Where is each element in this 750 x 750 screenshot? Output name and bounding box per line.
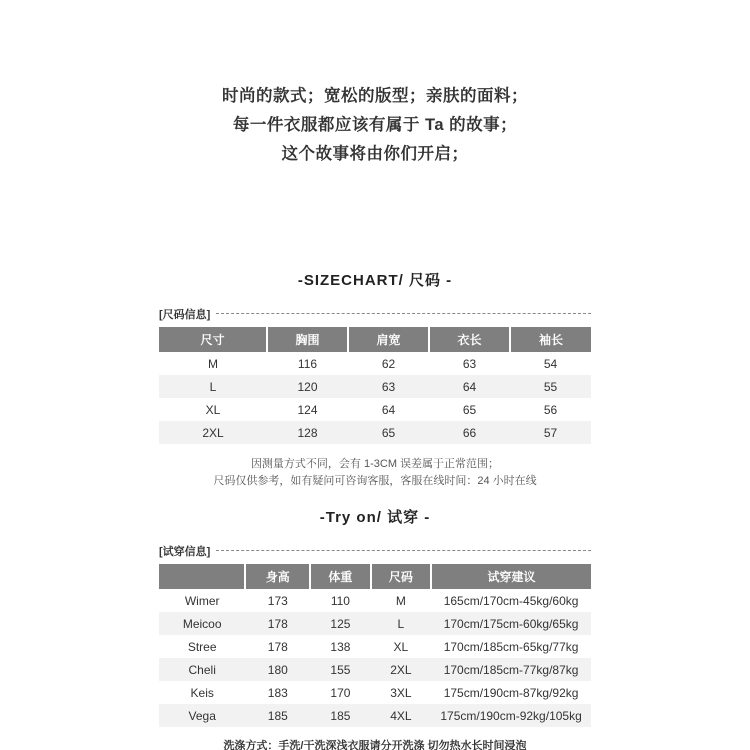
- size-info-label: [尺码信息]: [159, 309, 211, 321]
- care-instructions: 洗涤方式：手洗/干洗深浅衣服请分开洗涤 切勿热水长时间浸泡: [223, 740, 527, 750]
- intro-line: 这个故事将由你们开启；: [281, 145, 469, 163]
- column-header: [159, 564, 245, 589]
- table-row: [159, 681, 591, 704]
- table-row: [159, 635, 591, 658]
- table-cell: 55: [510, 375, 591, 398]
- table-cell: 175cm/190cm-92kg/105kg: [431, 704, 591, 727]
- column-header: 肩宽: [348, 327, 429, 352]
- column-header: 身高: [245, 564, 310, 589]
- size-info-label-row: [159, 306, 591, 322]
- table-cell: 2XL: [159, 421, 267, 444]
- table-cell: 178: [267, 639, 288, 654]
- table-cell: 170cm/185cm-65kg/77kg: [443, 639, 579, 654]
- intro-line: 每一件衣服都应该有属于 Ta 的故事；: [232, 116, 518, 134]
- table-row: [159, 375, 591, 398]
- table-cell: 178: [245, 612, 310, 635]
- table-cell: 155: [310, 658, 370, 681]
- table-cell: 65: [462, 402, 477, 417]
- table-cell: 170cm/185cm-77kg/87kg: [431, 658, 591, 681]
- table-cell: 173: [267, 593, 288, 608]
- column-header: 尺码: [371, 564, 431, 589]
- tryon-info-label: [试穿信息]: [159, 546, 211, 558]
- table-cell: 116: [297, 356, 318, 371]
- tryon-table-header-row: [159, 564, 591, 589]
- table-row: [159, 612, 591, 635]
- table-cell: Wimer: [184, 593, 220, 608]
- table-cell: 3XL: [390, 685, 412, 700]
- table-cell: 2XL: [371, 658, 431, 681]
- size-chart-notes: [0, 456, 750, 490]
- table-cell: 63: [462, 356, 477, 371]
- dashed-divider: [216, 550, 591, 551]
- table-cell: 185: [310, 704, 370, 727]
- dashed-divider: [216, 313, 591, 314]
- table-cell: L: [159, 375, 267, 398]
- table-cell: Stree: [187, 639, 217, 654]
- intro-line: 时尚的款式；宽松的版型；亲肤的面料；: [222, 87, 528, 105]
- column-header: 胸围: [267, 327, 348, 352]
- size-note-line: 因测量方式不同，会有 1-3CM 误差属于正常范围；: [250, 458, 500, 470]
- table-cell: 110: [330, 593, 350, 608]
- table-cell: 128: [267, 421, 348, 444]
- tryon-table: [159, 564, 591, 727]
- table-cell: 183: [267, 685, 288, 700]
- table-cell: 4XL: [371, 704, 431, 727]
- table-cell: Meicoo: [159, 612, 245, 635]
- column-header: 体重: [310, 564, 370, 589]
- table-cell: 138: [330, 639, 351, 654]
- table-cell: 185: [245, 704, 310, 727]
- table-cell: 54: [543, 356, 558, 371]
- table-cell: 170cm/175cm-60kg/65kg: [431, 612, 591, 635]
- tryon-title: -Try on/ 试穿 -: [319, 509, 431, 526]
- tryon-info-label-row: [159, 543, 591, 559]
- table-row: [159, 658, 591, 681]
- table-cell: 56: [543, 402, 558, 417]
- column-header: 衣长: [429, 327, 510, 352]
- size-note-line: 尺码仅供参考，如有疑问可咨询客服，客服在线时间：24 小时在线: [213, 475, 537, 487]
- table-cell: 66: [429, 421, 510, 444]
- table-cell: 175cm/190cm-87kg/92kg: [443, 685, 579, 700]
- table-row: [159, 704, 591, 727]
- intro-text-block: [0, 0, 750, 169]
- size-chart-title: -SIZECHART/ 尺码 -: [297, 272, 453, 289]
- table-cell: 124: [297, 402, 318, 417]
- table-cell: 170: [330, 685, 351, 700]
- table-cell: M: [208, 356, 218, 371]
- table-cell: Keis: [190, 685, 214, 700]
- table-cell: Vega: [159, 704, 245, 727]
- table-row: [159, 398, 591, 421]
- table-cell: M: [395, 593, 406, 608]
- table-row: [159, 589, 591, 612]
- table-cell: 120: [267, 375, 348, 398]
- table-cell: 64: [429, 375, 510, 398]
- table-cell: 64: [381, 402, 396, 417]
- table-cell: 165cm/170cm-45kg/60kg: [443, 593, 579, 608]
- table-cell: 57: [510, 421, 591, 444]
- table-cell: 65: [348, 421, 429, 444]
- size-chart-table: [159, 327, 591, 444]
- table-cell: 125: [310, 612, 370, 635]
- table-cell: 62: [381, 356, 396, 371]
- column-header: 袖长: [510, 327, 591, 352]
- table-cell: 63: [348, 375, 429, 398]
- table-row: [159, 352, 591, 375]
- table-cell: 180: [245, 658, 310, 681]
- table-cell: L: [371, 612, 431, 635]
- column-header: 尺寸: [159, 327, 267, 352]
- column-header: 试穿建议: [431, 564, 591, 589]
- table-cell: XL: [205, 402, 221, 417]
- table-cell: Cheli: [159, 658, 245, 681]
- table-cell: XL: [393, 639, 409, 654]
- table-row: [159, 421, 591, 444]
- size-table-header-row: [159, 327, 591, 352]
